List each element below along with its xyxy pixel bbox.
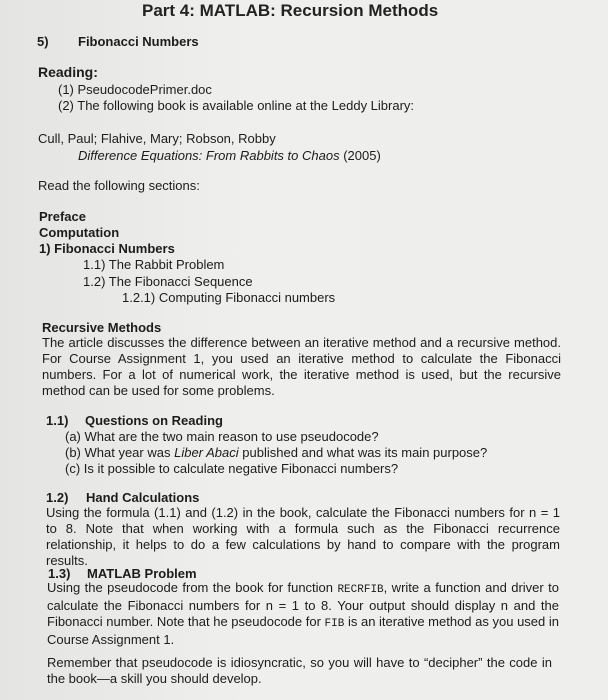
reading-item: (1) PseudocodePrimer.doc — [58, 82, 212, 97]
q11-question-c: (c) Is it possible to calculate negative Fibonacci numbers? — [65, 461, 399, 476]
section-item: 1.1) The Rabbit Problem — [83, 257, 225, 272]
q13-code-recrfib: RECRFIB — [337, 584, 384, 596]
section-item: 1) Fibonacci Numbers — [39, 241, 175, 256]
recursive-heading: Recursive Methods — [42, 320, 162, 335]
q12-body: Using the formula (1.1) and (1.2) in the book, calculate the Fibonacci numbers for n = 1 to 8. Note that when working with a formula such as the Fibonacci recurrence relationship, it helps to do a few calculations by hand to compare with the program results. — [46, 505, 560, 568]
book-title: Difference Equations: From Rabbits to Chaos — [78, 148, 340, 163]
q13-text: Using the pseudocode from the book for function — [47, 580, 338, 595]
reading-item: (2) The following book is available online at the Leddy Library: — [58, 98, 415, 113]
q11-b-text-end: published and what was its main purpose? — [238, 445, 488, 460]
q13-code-fib: FIB — [324, 618, 345, 630]
q13-number: 1.3) — [48, 566, 71, 581]
page-title: Part 4: MATLAB: Recursion Methods — [142, 1, 439, 20]
book-citation — [78, 148, 381, 163]
q11-number: 1.1) — [46, 413, 69, 428]
reading-heading: Reading: — [38, 64, 98, 80]
q11-heading: Questions on Reading — [85, 413, 223, 428]
q13-remember: Remember that pseudocode is idiosyncratic, so you will have to “decipher” the code in the book—a skill you should develop. — [47, 655, 552, 686]
problem-number: 5) — [37, 34, 49, 49]
q13-heading: MATLAB Problem — [87, 566, 197, 581]
q12-heading: Hand Calculations — [86, 490, 200, 505]
sections-intro: Read the following sections: — [38, 178, 200, 193]
q11-question-a: (a) What are the two main reason to use pseudocode? — [65, 429, 379, 444]
q12-number: 1.2) — [46, 490, 69, 505]
problem-name: Fibonacci Numbers — [78, 34, 199, 49]
section-item: 1.2) The Fibonacci Sequence — [83, 274, 253, 289]
q13-body — [47, 580, 559, 648]
section-item: Computation — [39, 225, 120, 240]
q11-b-book: Liber Abaci — [174, 445, 239, 460]
recursive-body: The article discusses the difference between an iterative method and a recursive method. For Course Assignment 1, you used an iterative method to calculate the Fibonacci numbers. For a lot of numerical work, the iterative method is used, but the recursive method can be used for some problems. — [42, 335, 561, 398]
q11-b-text: (b) What year was — [65, 445, 175, 460]
q13-text: , write a function and driver to calculate the Fibonacci numbers for n = 1 to 8. Your output should display n and the Fibonacci number. Note that he pseudocode for — [47, 580, 560, 629]
section-item: Preface — [39, 209, 86, 224]
book-authors: Cull, Paul; Flahive, Mary; Robson, Robby — [38, 131, 276, 146]
q13-text: is an iterative method as you used in Course Assignment 1. — [47, 614, 559, 647]
book-year: (2005) — [339, 148, 381, 163]
q11-question-b — [65, 445, 487, 460]
section-item: 1.2.1) Computing Fibonacci numbers — [122, 290, 336, 305]
